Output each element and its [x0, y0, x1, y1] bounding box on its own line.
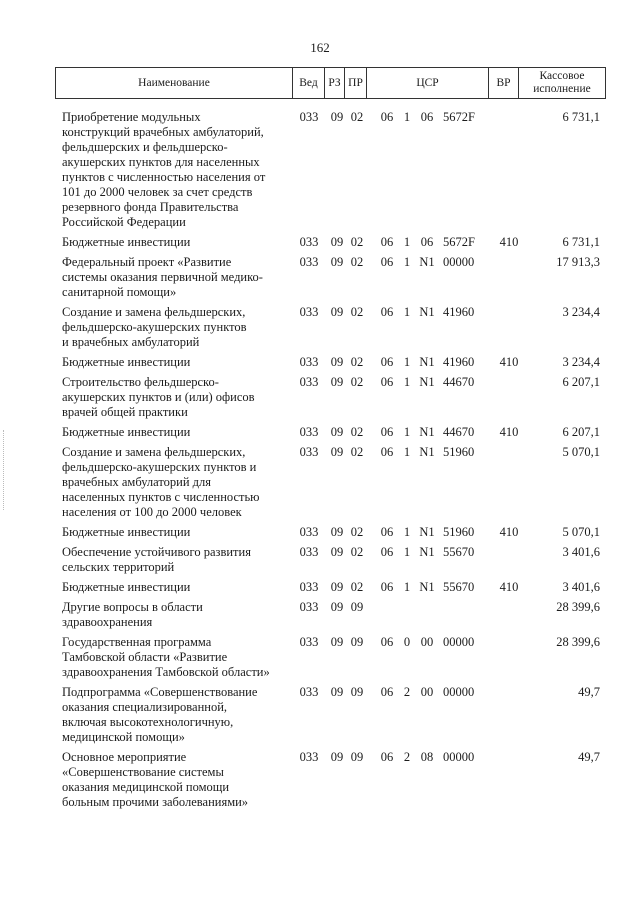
row-ved: 033: [299, 635, 319, 649]
row-rz: 09: [330, 305, 344, 319]
row-csr-subprogram: 1: [403, 375, 411, 389]
row-amount: 28 399,6: [556, 600, 600, 614]
row-rz: 09: [330, 545, 344, 559]
row-name-line: акушерских пунктов для населенных: [62, 155, 260, 169]
row-csr-program: 06: [380, 685, 394, 699]
row-amount: 5 070,1: [562, 525, 600, 539]
row-amount: 5 070,1: [562, 445, 600, 459]
header-pr: ПР: [345, 68, 367, 98]
row-csr-program: 06: [380, 580, 394, 594]
row-name-line: и врачебных амбулаторий: [62, 335, 200, 349]
row-csr-subprogram: 2: [403, 750, 411, 764]
row-csr-direction: 55670: [443, 580, 475, 594]
row-pr: 02: [350, 110, 364, 124]
row-csr-subprogram: 0: [403, 635, 411, 649]
row-name-line: Тамбовской области «Развитие: [62, 650, 228, 664]
row-name-line: здравоохранения: [62, 615, 153, 629]
row-csr-event: 08: [420, 750, 434, 764]
row-pr: 02: [350, 445, 364, 459]
row-rz: 09: [330, 635, 344, 649]
row-csr-direction: 5672F: [443, 235, 475, 249]
row-name-line: Подпрограмма «Совершенствование: [62, 685, 258, 699]
row-pr: 02: [350, 235, 364, 249]
row-pr: 02: [350, 545, 364, 559]
row-rz: 09: [330, 685, 344, 699]
row-csr-direction: 55670: [443, 545, 475, 559]
row-rz: 09: [330, 110, 344, 124]
row-vr: 410: [499, 525, 519, 539]
row-pr: 02: [350, 425, 364, 439]
row-name: [62, 235, 292, 250]
row-csr-event: 06: [420, 110, 434, 124]
scan-margin-mark: [3, 430, 8, 510]
row-csr-program: 06: [380, 235, 394, 249]
row-name: [62, 545, 292, 575]
row-pr: 09: [350, 635, 364, 649]
row-csr-direction: 00000: [443, 750, 475, 764]
row-csr-direction: 5672F: [443, 110, 475, 124]
row-csr-direction: 44670: [443, 375, 475, 389]
row-ved: 033: [299, 580, 319, 594]
row-amount: 49,7: [578, 685, 600, 699]
row-pr: 02: [350, 525, 364, 539]
header-vr: ВР: [489, 68, 519, 98]
row-name: [62, 580, 292, 595]
row-ved: 033: [299, 305, 319, 319]
row-amount: 6 731,1: [562, 110, 600, 124]
row-csr-program: 06: [380, 545, 394, 559]
row-ved: 033: [299, 750, 319, 764]
row-vr: 410: [499, 425, 519, 439]
row-csr-subprogram: 2: [403, 685, 411, 699]
row-csr-subprogram: 1: [403, 580, 411, 594]
row-rz: 09: [330, 525, 344, 539]
table-header: [55, 67, 606, 99]
row-vr: 410: [499, 355, 519, 369]
row-csr-event: N1: [419, 525, 435, 539]
row-csr-subprogram: 1: [403, 545, 411, 559]
row-name-line: резервного фонда Правительства: [62, 200, 239, 214]
row-name: [62, 750, 292, 810]
row-csr-program: 06: [380, 355, 394, 369]
row-name-line: Обеспечение устойчивого развития: [62, 545, 251, 559]
row-csr-event: 06: [420, 235, 434, 249]
header-ved: Вед: [293, 68, 325, 98]
row-ved: 033: [299, 545, 319, 559]
row-name-line: Российской Федерации: [62, 215, 186, 229]
row-csr-program: 06: [380, 525, 394, 539]
row-name-line: врачей общей практики: [62, 405, 188, 419]
row-pr: 02: [350, 375, 364, 389]
row-name-line: Бюджетные инвестиции: [62, 355, 191, 369]
row-name-line: акушерских пунктов и (или) офисов: [62, 390, 255, 404]
row-pr: 02: [350, 255, 364, 269]
row-amount: 28 399,6: [556, 635, 600, 649]
row-pr: 09: [350, 685, 364, 699]
row-rz: 09: [330, 600, 344, 614]
row-name-line: Основное мероприятие: [62, 750, 187, 764]
row-csr-program: 06: [380, 425, 394, 439]
page-number: 162: [310, 40, 330, 55]
row-csr-direction: 41960: [443, 305, 475, 319]
header-amount-line1: Кассовое: [539, 70, 585, 82]
row-csr-direction: 00000: [443, 635, 475, 649]
row-ved: 033: [299, 525, 319, 539]
row-amount: 6 207,1: [562, 425, 600, 439]
row-csr-event: N1: [419, 545, 435, 559]
row-name: [62, 445, 292, 520]
row-name-line: фельдшерско-акушерских пунктов и: [62, 460, 257, 474]
row-csr-direction: 00000: [443, 685, 475, 699]
row-ved: 033: [299, 425, 319, 439]
row-name-line: санитарной помощи»: [62, 285, 177, 299]
row-csr-subprogram: 1: [403, 525, 411, 539]
row-name-line: сельских территорий: [62, 560, 175, 574]
row-csr-program: 06: [380, 750, 394, 764]
row-name-line: оказания специализированной,: [62, 700, 228, 714]
header-rz: РЗ: [325, 68, 345, 98]
row-name: [62, 375, 292, 420]
row-name-line: оказания медицинской помощи: [62, 780, 230, 794]
row-name-line: медицинской помощи»: [62, 730, 185, 744]
row-amount: 17 913,3: [556, 255, 600, 269]
row-csr-subprogram: 1: [403, 355, 411, 369]
row-name-line: Создание и замена фельдшерских,: [62, 445, 246, 459]
row-ved: 033: [299, 685, 319, 699]
row-name-line: фельдшерско-акушерских пунктов: [62, 320, 247, 334]
row-name: [62, 355, 292, 370]
row-name-line: населения от 100 до 2000 человек: [62, 505, 242, 519]
row-csr-event: N1: [419, 425, 435, 439]
row-amount: 49,7: [578, 750, 600, 764]
row-csr-program: 06: [380, 445, 394, 459]
row-rz: 09: [330, 375, 344, 389]
row-name-line: Государственная программа: [62, 635, 212, 649]
header-amount: [519, 68, 605, 98]
row-csr-program: 06: [380, 255, 394, 269]
row-name-line: здравоохранения Тамбовской области»: [62, 665, 270, 679]
row-rz: 09: [330, 750, 344, 764]
row-amount: 3 234,4: [562, 305, 600, 319]
row-name: [62, 525, 292, 540]
row-csr-program: 06: [380, 305, 394, 319]
row-name: [62, 635, 292, 680]
row-name-line: врачебных амбулаторий для: [62, 475, 212, 489]
row-name: [62, 305, 292, 350]
row-csr-event: 00: [420, 635, 434, 649]
row-csr-event: N1: [419, 445, 435, 459]
row-csr-subprogram: 1: [403, 445, 411, 459]
row-amount: 6 731,1: [562, 235, 600, 249]
row-name-line: фельдшерских и фельдшерско-: [62, 140, 228, 154]
row-csr-event: N1: [419, 580, 435, 594]
row-csr-subprogram: 1: [403, 425, 411, 439]
row-vr: 410: [499, 235, 519, 249]
row-ved: 033: [299, 600, 319, 614]
row-rz: 09: [330, 445, 344, 459]
row-csr-event: N1: [419, 255, 435, 269]
row-name-line: 101 до 2000 человек за счет средств: [62, 185, 253, 199]
row-name-line: Другие вопросы в области: [62, 600, 203, 614]
header-csr: ЦСР: [367, 68, 489, 98]
header-name: Наименование: [56, 68, 293, 98]
row-name-line: системы оказания первичной медико-: [62, 270, 263, 284]
header-amount-line2: исполнение: [533, 83, 591, 95]
row-ved: 033: [299, 445, 319, 459]
row-csr-subprogram: 1: [403, 255, 411, 269]
row-rz: 09: [330, 355, 344, 369]
row-name-line: включая высокотехнологичную,: [62, 715, 234, 729]
row-name-line: Создание и замена фельдшерских,: [62, 305, 246, 319]
row-csr-program: 06: [380, 635, 394, 649]
row-csr-subprogram: 1: [403, 110, 411, 124]
row-name-line: больным прочими заболеваниями»: [62, 795, 249, 809]
row-ved: 033: [299, 235, 319, 249]
row-csr-direction: 44670: [443, 425, 475, 439]
row-csr-direction: 41960: [443, 355, 475, 369]
row-name-line: конструкций врачебных амбулаторий,: [62, 125, 264, 139]
row-name: [62, 255, 292, 300]
row-ved: 033: [299, 375, 319, 389]
row-rz: 09: [330, 580, 344, 594]
row-name: [62, 425, 292, 440]
row-csr-subprogram: 1: [403, 305, 411, 319]
row-pr: 02: [350, 305, 364, 319]
row-amount: 3 234,4: [562, 355, 600, 369]
row-rz: 09: [330, 425, 344, 439]
row-pr: 09: [350, 750, 364, 764]
row-vr: 410: [499, 580, 519, 594]
row-name-line: населенных пунктов с численностью: [62, 490, 260, 504]
row-csr-event: 00: [420, 685, 434, 699]
row-name-line: Бюджетные инвестиции: [62, 525, 191, 539]
row-pr: 02: [350, 580, 364, 594]
row-name-line: пунктов с численностью населения от: [62, 170, 266, 184]
row-amount: 3 401,6: [562, 545, 600, 559]
row-csr-subprogram: 1: [403, 235, 411, 249]
row-name-line: Строительство фельдшерско-: [62, 375, 219, 389]
row-name: [62, 600, 292, 630]
row-name-line: Федеральный проект «Развитие: [62, 255, 232, 269]
row-name: [62, 685, 292, 745]
row-csr-event: N1: [419, 355, 435, 369]
row-csr-event: N1: [419, 375, 435, 389]
row-ved: 033: [299, 110, 319, 124]
row-name: [62, 110, 292, 230]
row-name-line: «Совершенствование системы: [62, 765, 224, 779]
row-csr-direction: 00000: [443, 255, 475, 269]
row-csr-program: 06: [380, 110, 394, 124]
row-csr-event: N1: [419, 305, 435, 319]
row-ved: 033: [299, 355, 319, 369]
row-name-line: Бюджетные инвестиции: [62, 580, 191, 594]
row-amount: 6 207,1: [562, 375, 600, 389]
row-rz: 09: [330, 255, 344, 269]
row-name-line: Бюджетные инвестиции: [62, 235, 191, 249]
row-pr: 02: [350, 355, 364, 369]
row-name-line: Приобретение модульных: [62, 110, 201, 124]
row-csr-direction: 51960: [443, 445, 475, 459]
row-csr-program: 06: [380, 375, 394, 389]
row-csr-direction: 51960: [443, 525, 475, 539]
row-name-line: Бюджетные инвестиции: [62, 425, 191, 439]
row-pr: 09: [350, 600, 364, 614]
row-amount: 3 401,6: [562, 580, 600, 594]
row-rz: 09: [330, 235, 344, 249]
row-ved: 033: [299, 255, 319, 269]
